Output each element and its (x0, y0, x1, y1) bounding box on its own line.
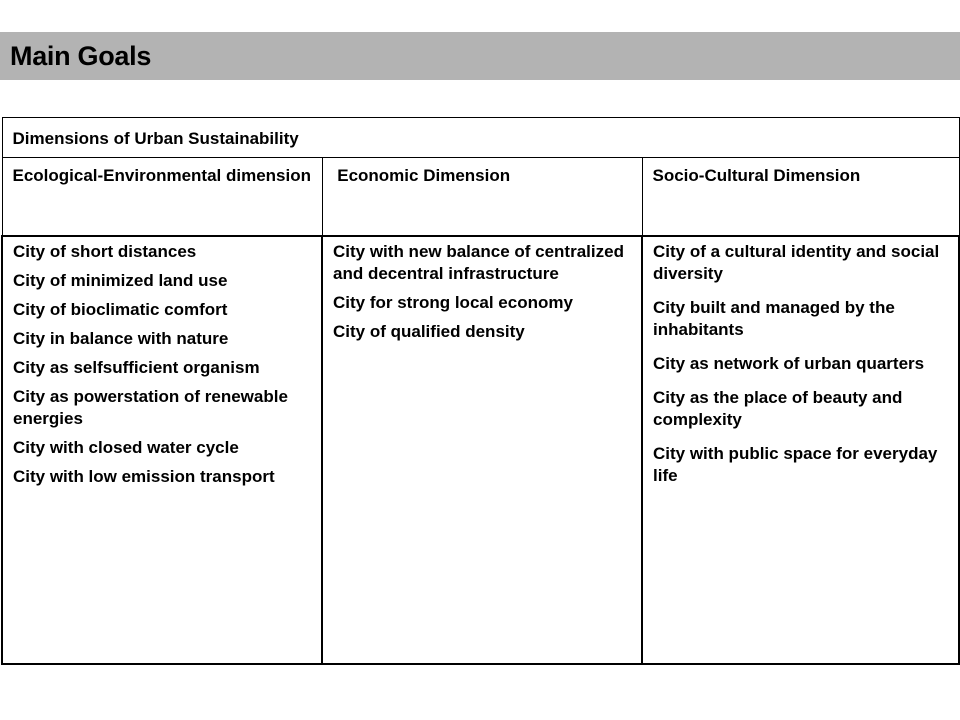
goal-list-socio-cultural (653, 241, 948, 487)
goals-cell-economic (322, 236, 642, 664)
list-item: City with public space for everyday life (653, 443, 938, 485)
title-bar (0, 32, 960, 80)
list-item: City of bioclimatic comfort (13, 299, 228, 319)
sustainability-table (1, 117, 960, 665)
page-title: Main Goals (10, 40, 152, 71)
column-header-socio-cultural: Socio-Cultural Dimension (642, 158, 959, 236)
list-item: City with low emission transport (13, 466, 275, 486)
list-item: City as powerstation of renewable energies (13, 386, 288, 428)
list-item: City of short distances (13, 241, 197, 261)
list-item: City with closed water cycle (13, 437, 239, 457)
goals-row (2, 236, 959, 664)
list-item: City as selfsufficient organism (13, 357, 260, 377)
list-item: City of qualified density (333, 321, 525, 341)
column-header-economic: Economic Dimension (322, 158, 642, 236)
list-item: City of minimized land use (13, 270, 228, 290)
table-header-row (2, 118, 959, 158)
list-item: City of a cultural identity and social diversity (653, 241, 940, 283)
goal-list-ecological (13, 241, 311, 488)
goals-cell-socio-cultural (642, 236, 959, 664)
list-item: City as network of urban quarters (653, 353, 925, 373)
list-item: City in balance with nature (13, 328, 229, 348)
list-item: City with new balance of centralized and decentral infrastructure (333, 241, 624, 283)
list-item: City built and managed by the inhabitants (653, 297, 895, 339)
column-header-ecological: Ecological-Environmental dimension (2, 158, 322, 236)
dimension-row (2, 158, 959, 236)
list-item: City as the place of beauty and complexity (653, 387, 903, 429)
goal-list-economic (333, 241, 631, 343)
list-item: City for strong local economy (333, 292, 573, 312)
goals-cell-ecological (2, 236, 322, 664)
table-header: Dimensions of Urban Sustainability (2, 118, 959, 158)
